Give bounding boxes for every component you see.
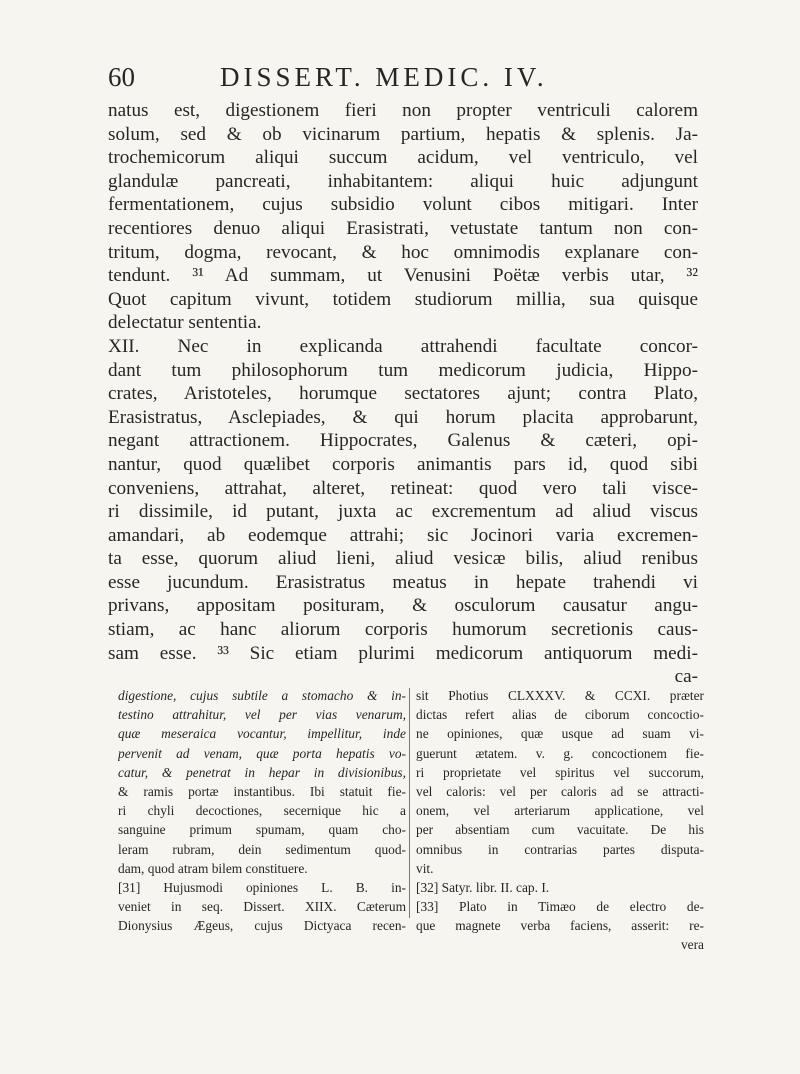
- footnote-line: per absentiam cum vacuitate. De his: [416, 822, 704, 838]
- text-line: natus est, digestionem fieri non propter ventriculi calorem: [108, 100, 698, 121]
- footnotes-left-column: [118, 686, 406, 935]
- text-line: glandulæ pancreati, inhabitantem: aliqui huic adjungunt: [108, 170, 698, 192]
- footnote-line: leram rubram, dein sedimentum quod-: [118, 841, 406, 857]
- footnote-line: que magnete verba faciens, asserit: re-: [416, 918, 704, 934]
- footnote-line: quæ meseraica vocantur, impellitur, inde: [118, 726, 406, 742]
- text-line: privans, appositam posituram, & osculorum causatur angu-: [108, 595, 698, 617]
- page-number: 60: [108, 62, 135, 92]
- footnote-line: pervenit ad venam, quæ porta hepatis vo-: [118, 745, 406, 761]
- text-line: stiam, ac hanc aliorum corporis humorum secretionis caus-: [108, 619, 698, 641]
- footnote-line: dictas refert alias de ciborum concoctio-: [416, 707, 704, 723]
- text-line: ta esse, quorum aliud lieni, aliud vesicæ bilis, aliud renibus: [108, 548, 698, 570]
- footnote-line: vel caloris: vel per caloris ad se attracti-: [416, 783, 704, 799]
- footnote-line: onem, vel arteriarum applicatione, vel: [416, 803, 704, 819]
- text-line: crates, Aristoteles, horumque sectatores ajunt; contra Plato,: [108, 383, 698, 405]
- text-line: Erasistratus, Asclepiades, & qui horum placita approbarunt,: [108, 406, 698, 428]
- footnote-line: & ramis portæ instantibus. Ibi statuit fie-: [118, 783, 406, 799]
- footnote-line: catur, & penetrat in hepar in divisionibus,: [118, 764, 406, 780]
- footnote-line: dam, quod atram bilem constituere.: [118, 860, 308, 876]
- text-line: negant attractionem. Hippocrates, Galenus & cæteri, opi-: [108, 430, 698, 452]
- text-line: delectatur sententia.: [108, 312, 262, 334]
- footnote-line: veniet in seq. Dissert. XIIX. Cæterum: [118, 899, 406, 915]
- text-line: Quot capitum vivunt, totidem studiorum millia, sua quisque: [108, 288, 698, 310]
- footnote-line: sanguine primum spumam, quam cho-: [118, 822, 406, 838]
- text-line: trochemicorum aliqui succum acidum, vel ventriculo, vel: [108, 147, 698, 169]
- text-line: solum, sed & ob vicinarum partium, hepatis & splenis. Ja-: [108, 123, 698, 145]
- footnote-line: digestione, cujus subtile a stomacho & in-: [118, 688, 406, 703]
- footnote-line: ri chyli decoctiones, secernique hic a: [118, 803, 406, 819]
- footnote-catchword: vera: [680, 937, 704, 953]
- text-line: tendunt. ³¹ Ad summam, ut Venusini Poëtæ verbis utar, ³²: [108, 265, 698, 287]
- footnote-line: guerunt ætatem. v. g. concoctionem fie-: [416, 745, 704, 761]
- footnote-32: [32] Satyr. libr. II. cap. I.: [416, 879, 550, 895]
- main-text-block: [108, 99, 698, 689]
- text-line: amandari, ab eodemque attrahi; sic Jocinori varia excremen-: [108, 524, 698, 546]
- text-line: ri dissimile, id putant, juxta ac excrementum ad aliud viscus: [108, 501, 698, 523]
- footnotes-right-column: [416, 686, 704, 955]
- column-divider: [409, 688, 410, 918]
- text-line: conveniens, attrahat, alteret, retineat: quod vero tali visce-: [108, 477, 698, 499]
- page-header: [108, 62, 698, 92]
- footnote-line: Dionysius Ægeus, cujus Dictyaca recen-: [118, 918, 406, 934]
- footnote-line: ne opiniones, quæ usque ad suam vi-: [416, 726, 704, 742]
- footnote-line: omnibus in contrarias partes disputa-: [416, 841, 704, 857]
- running-title: DISSERT. MEDIC. IV.: [220, 62, 548, 92]
- footnote-line: testino attrahitur, vel per vias venarum,: [118, 707, 406, 723]
- text-line: nantur, quod quælibet corporis animantis pars id, quod sibi: [108, 453, 698, 475]
- section-start-line: XII. Nec in explicanda attrahendi facultate concor-: [108, 335, 698, 357]
- footnote-line: ri proprietate vel spiritus vel succorum,: [416, 764, 704, 780]
- catchword: ca-: [674, 666, 698, 688]
- footnote-line: sit Photius CLXXXV. & CCXI. præter: [416, 688, 704, 703]
- footnote-33: [33] Plato in Timæo de electro de-: [416, 899, 704, 915]
- text-line: fermentationem, cujus subsidio volunt cibos mitigari. Inter: [108, 194, 698, 216]
- text-line: sam esse. ³³ Sic etiam plurimi medicorum antiquorum medi-: [108, 642, 698, 664]
- footnote-line: vit.: [416, 860, 434, 876]
- footnote-31: [31] Hujusmodi opiniones L. B. in-: [118, 879, 406, 895]
- text-line: dant tum philosophorum tum medicorum judicia, Hippo-: [108, 359, 698, 381]
- text-line: esse jucundum. Erasistratus meatus in hepate trahendi vi: [108, 571, 698, 593]
- text-line: tritum, dogma, revocant, & hoc omnimodis explanare con-: [108, 241, 698, 263]
- text-line: recentiores denuo aliqui Erasistrati, vetustate tantum non con-: [108, 217, 698, 239]
